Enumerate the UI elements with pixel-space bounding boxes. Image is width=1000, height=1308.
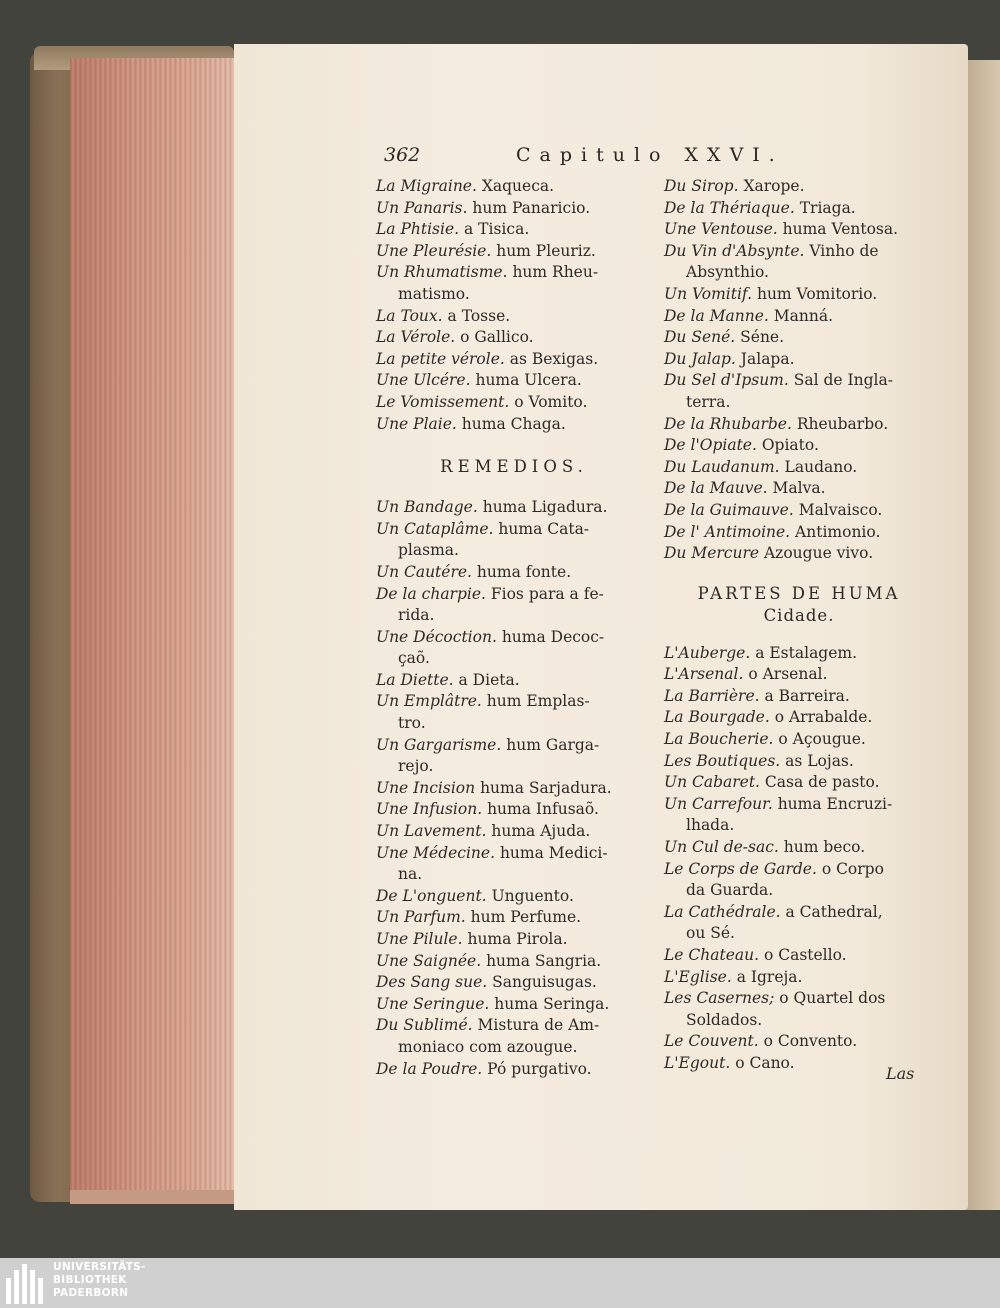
- glossary-entry: [664, 327, 934, 349]
- french-term: Le Corps de Garde.: [664, 859, 817, 878]
- running-head: Capitulo XXVI.: [516, 144, 784, 166]
- glossary-entry: [376, 414, 652, 436]
- french-term: L'Eglise.: [664, 967, 732, 986]
- french-term: Du Sel d'Ipsum.: [664, 371, 789, 390]
- logo-line: BIBLIOTHEK: [53, 1274, 127, 1286]
- french-term: Un Cul de-sac.: [664, 838, 779, 857]
- french-term: La Bourgade.: [664, 708, 770, 727]
- glossary-entry: [376, 327, 652, 349]
- glossary-entry: [664, 306, 934, 328]
- glossary-entry: [664, 859, 934, 902]
- portuguese-term: hum Garga-: [506, 735, 600, 754]
- portuguese-term: Xarope.: [743, 177, 805, 195]
- french-term: Les Boutiques.: [664, 751, 781, 770]
- glossary-entry: [376, 929, 652, 951]
- glossary-entry: [376, 584, 652, 627]
- glossary-entry: [664, 751, 934, 773]
- glossary-entry: [376, 735, 652, 778]
- portuguese-term: huma Decoc-: [501, 627, 605, 646]
- portuguese-term-continuation: matismo.: [398, 284, 470, 303]
- portuguese-term: Manná.: [773, 306, 834, 325]
- glossary-entry: [664, 241, 934, 284]
- french-term: Du Mercure: [664, 544, 760, 563]
- glossary-entry: [376, 497, 652, 519]
- portuguese-term: huma Ulcera.: [475, 371, 582, 390]
- french-term: Du Sublimé.: [376, 1016, 473, 1035]
- portuguese-term: hum beco.: [783, 838, 866, 857]
- portuguese-term: hum Emplas-: [486, 692, 590, 711]
- french-term: La Boucherie.: [664, 730, 774, 749]
- portuguese-term: o Quartel dos: [779, 989, 886, 1008]
- glossary-entry: [376, 627, 652, 670]
- glossary-entry: [664, 1031, 934, 1053]
- fore-edge-red: [70, 58, 238, 1198]
- portuguese-term: Unguento.: [491, 886, 574, 905]
- portuguese-term: Séne.: [740, 328, 785, 347]
- portuguese-term-continuation: rejo.: [398, 757, 434, 776]
- portuguese-term-continuation: lhada.: [686, 816, 735, 835]
- glossary-entry: [664, 219, 934, 241]
- french-term: De la Manne.: [664, 306, 769, 325]
- portuguese-term-continuation: çaõ.: [398, 649, 430, 668]
- glossary-entry: [376, 972, 652, 994]
- french-term: Une Plaie.: [376, 414, 457, 433]
- portuguese-term: a Igreja.: [736, 967, 803, 986]
- french-term: Une Pilule.: [376, 930, 463, 948]
- right-entries-cidade: [664, 643, 934, 1075]
- glossary-entry: [376, 262, 652, 305]
- glossary-entry: [664, 988, 934, 1031]
- french-term: Un Lavement.: [376, 822, 487, 841]
- glossary-entry: [664, 435, 934, 457]
- french-term: Les Casernes;: [664, 989, 775, 1008]
- library-logo-text: [53, 1261, 146, 1300]
- french-term: De L'onguent.: [376, 886, 487, 905]
- portuguese-term-continuation: na.: [398, 865, 423, 884]
- glossary-entry: [376, 843, 652, 886]
- french-term: Une Infusion.: [376, 800, 483, 819]
- glossary-entry: [664, 370, 934, 413]
- glossary-entry: [376, 994, 652, 1016]
- portuguese-term: Laudano.: [784, 457, 858, 476]
- portuguese-term-continuation: ou Sé.: [686, 924, 735, 943]
- french-term: De la charpie.: [376, 584, 486, 603]
- portuguese-term: huma Sangria.: [486, 951, 602, 970]
- french-term: Du Sirop.: [664, 177, 739, 195]
- portuguese-term: hum Vomitorio.: [756, 284, 878, 303]
- french-term: Une Médecine.: [376, 843, 496, 862]
- portuguese-term: o Açougue.: [778, 730, 866, 749]
- glossary-entry: [664, 457, 934, 479]
- french-term: Du Jalap.: [664, 349, 736, 368]
- portuguese-term: Malvaisco.: [798, 500, 883, 519]
- french-term: Le Couvent.: [664, 1032, 759, 1051]
- portuguese-term: a Dieta.: [458, 670, 520, 689]
- portuguese-term: hum Pleuriz.: [496, 241, 596, 260]
- glossary-entry: [664, 729, 934, 751]
- portuguese-term: o Corpo: [821, 859, 884, 878]
- glossary-entry: [664, 349, 934, 371]
- logo-line: UNIVERSITÄTS-: [53, 1261, 146, 1273]
- library-logo-icon: [6, 1262, 46, 1304]
- french-term: Une Décoction.: [376, 627, 497, 646]
- french-term: Un Cataplâme.: [376, 519, 494, 538]
- portuguese-term: Opiato.: [761, 436, 819, 455]
- french-term: Un Cautére.: [376, 562, 472, 581]
- french-term: Un Bandage.: [376, 498, 478, 517]
- portuguese-term: Antimonio.: [795, 522, 881, 541]
- french-term: Du Laudanum.: [664, 457, 780, 476]
- glossary-entry: [664, 284, 934, 306]
- french-term: Une Ulcére.: [376, 371, 471, 390]
- glossary-entry: [664, 414, 934, 436]
- catchword: Las: [886, 1064, 915, 1083]
- glossary-entry: [376, 519, 652, 562]
- french-term: Le Chateau.: [664, 946, 760, 964]
- portuguese-term: o Arsenal.: [748, 665, 828, 684]
- portuguese-term: o Gallico.: [460, 328, 534, 347]
- portuguese-term: Fios para a fe-: [490, 584, 604, 603]
- portuguese-term: hum Rheu-: [512, 263, 599, 282]
- portuguese-term: o Convento.: [763, 1032, 858, 1051]
- glossary-entry: [376, 1059, 652, 1081]
- portuguese-term: Triaga.: [799, 198, 856, 217]
- french-term: Un Carrefour.: [664, 794, 773, 813]
- glossary-entry: [664, 837, 934, 859]
- portuguese-term: a Estalagem.: [755, 643, 858, 662]
- portuguese-term: a Cathedral,: [785, 902, 883, 921]
- glossary-entry: [664, 945, 934, 967]
- french-term: Un Cabaret.: [664, 773, 760, 792]
- french-term: Du Sené.: [664, 328, 736, 347]
- french-term: L'Egout.: [664, 1053, 731, 1072]
- french-term: De la Thériaque.: [664, 198, 795, 217]
- french-term: La Cathédrale.: [664, 902, 781, 921]
- french-term: La Phtisie.: [376, 220, 460, 239]
- portuguese-term: huma Seringa.: [494, 994, 610, 1013]
- glossary-entry: [664, 772, 934, 794]
- glossary-entry: [664, 664, 934, 686]
- french-term: Un Emplâtre.: [376, 692, 482, 711]
- glossary-entry: [376, 907, 652, 929]
- portuguese-term: huma Cata-: [498, 519, 590, 538]
- french-term: Une Incision: [376, 778, 476, 797]
- portuguese-term: as Bexigas.: [509, 349, 599, 368]
- french-term: L'Arsenal.: [664, 665, 744, 684]
- glossary-entry: [376, 349, 652, 371]
- french-term: Un Parfum.: [376, 908, 466, 927]
- glossary-entry: [664, 478, 934, 500]
- glossary-entry: [376, 799, 652, 821]
- right-column: [664, 176, 934, 1075]
- left-entries-remedios: [376, 497, 652, 1080]
- portuguese-term: huma Chaga.: [461, 414, 566, 433]
- portuguese-term: huma Encruzi-: [777, 794, 893, 813]
- library-footer-bar: [0, 1258, 1000, 1308]
- french-term: Un Rhumatisme.: [376, 263, 508, 282]
- portuguese-term: Sanguisugas.: [492, 973, 597, 992]
- french-term: Une Seringue.: [376, 994, 490, 1013]
- glossary-entry: [664, 198, 934, 220]
- portuguese-term: o Vomito.: [514, 392, 588, 411]
- french-term: Un Gargarisme.: [376, 735, 502, 754]
- portuguese-term-continuation: Soldados.: [686, 1010, 763, 1029]
- glossary-entry: [376, 241, 652, 263]
- glossary-entry: [376, 198, 652, 220]
- portuguese-term: Casa de pasto.: [764, 773, 880, 792]
- portuguese-term: huma Medici-: [499, 843, 608, 862]
- portuguese-term: Xaqueca.: [481, 177, 555, 195]
- glossary-entry: [664, 902, 934, 945]
- glossary-entry: [376, 1015, 652, 1058]
- french-term: La Toux.: [376, 306, 443, 325]
- glossary-entry: [664, 794, 934, 837]
- glossary-entry: [664, 686, 934, 708]
- portuguese-term: huma Sarjadura.: [480, 778, 612, 797]
- glossary-entry: [376, 691, 652, 734]
- french-term: La Barrière.: [664, 686, 760, 705]
- portuguese-term: Sal de Ingla-: [793, 371, 893, 390]
- left-column: [376, 176, 652, 1080]
- portuguese-term: huma Infusaõ.: [487, 800, 599, 819]
- glossary-entry: [376, 670, 652, 692]
- portuguese-term: Vinho de: [809, 241, 879, 260]
- page-header: [384, 144, 804, 174]
- french-term: De l' Antimoine.: [664, 522, 791, 541]
- right-entries-top: [664, 176, 934, 565]
- portuguese-term: as Lojas.: [785, 751, 854, 770]
- french-term: De la Guimauve.: [664, 500, 794, 519]
- glossary-entry: [376, 821, 652, 843]
- portuguese-term: a Tisica.: [464, 220, 530, 239]
- french-term: De la Mauve.: [664, 479, 768, 498]
- portuguese-term: o Cano.: [735, 1053, 795, 1072]
- portuguese-term: hum Perfume.: [470, 908, 582, 927]
- portuguese-term: huma Ligadura.: [482, 498, 608, 517]
- french-term: Une Saignée.: [376, 951, 482, 970]
- french-term: La Diette.: [376, 670, 454, 689]
- glossary-entry: [664, 643, 934, 665]
- french-term: La Migraine.: [376, 177, 477, 195]
- page-number: 362: [384, 144, 421, 166]
- logo-line: PADERBORN: [53, 1287, 129, 1299]
- portuguese-term: huma fonte.: [476, 562, 572, 581]
- portuguese-term-continuation: moniaco com azougue.: [398, 1037, 578, 1056]
- french-term: De la Poudre.: [376, 1059, 483, 1078]
- section-heading-cidade: [664, 583, 934, 627]
- portuguese-term-continuation: terra.: [686, 392, 731, 411]
- section-subheading: Cidade.: [763, 605, 835, 625]
- section-heading-remedios: REMEDIOS.: [440, 457, 588, 477]
- french-term: Le Vomissement.: [376, 392, 510, 411]
- french-term: L'Auberge.: [664, 643, 751, 662]
- portuguese-term-continuation: tro.: [398, 714, 426, 733]
- portuguese-term: hum Panaricio.: [472, 198, 591, 217]
- french-term: Des Sang sue.: [376, 973, 488, 992]
- portuguese-term-continuation: da Guarda.: [686, 881, 774, 900]
- french-term: Un Vomitif.: [664, 284, 753, 303]
- glossary-entry: [376, 219, 652, 241]
- portuguese-term: a Tosse.: [447, 306, 511, 325]
- french-term: Une Pleurésie.: [376, 241, 492, 260]
- portuguese-term: Malva.: [772, 479, 826, 498]
- left-entries-top: [376, 176, 652, 435]
- portuguese-term: huma Pirola.: [467, 930, 568, 948]
- portuguese-term: Mistura de Am-: [477, 1016, 600, 1035]
- portuguese-term: o Arrabalde.: [774, 708, 873, 727]
- glossary-entry: [664, 500, 934, 522]
- fore-edge-bottom: [70, 1190, 240, 1204]
- portuguese-term-continuation: Absynthio.: [686, 263, 769, 282]
- glossary-entry: [664, 543, 934, 565]
- french-term: La Vérole.: [376, 328, 456, 347]
- portuguese-term: Rheubarbo.: [796, 414, 889, 433]
- portuguese-term: huma Ajuda.: [491, 822, 591, 841]
- french-term: De la Rhubarbe.: [664, 414, 792, 433]
- glossary-entry: [376, 778, 652, 800]
- portuguese-term: Azougue vivo.: [763, 544, 874, 563]
- glossary-entry: [376, 176, 652, 198]
- glossary-entry: [376, 392, 652, 414]
- portuguese-term-continuation: plasma.: [398, 541, 459, 560]
- french-term: Un Panaris.: [376, 198, 468, 217]
- french-term: Du Vin d'Absynte.: [664, 241, 805, 260]
- glossary-entry: [376, 562, 652, 584]
- portuguese-term-continuation: rida.: [398, 606, 435, 625]
- portuguese-term: o Castello.: [763, 946, 847, 964]
- portuguese-term: Jalapa.: [740, 349, 795, 368]
- glossary-entry: [664, 176, 934, 198]
- glossary-entry: [664, 707, 934, 729]
- section-heading-partes: PARTES DE HUMA: [697, 583, 901, 603]
- glossary-entry: [376, 370, 652, 392]
- portuguese-term: a Barreira.: [764, 686, 850, 705]
- glossary-entry: [376, 886, 652, 908]
- glossary-entry: [376, 306, 652, 328]
- glossary-entry: [664, 522, 934, 544]
- glossary-entry: [664, 967, 934, 989]
- portuguese-term: Pó purgativo.: [487, 1059, 592, 1078]
- french-term: La petite vérole.: [376, 349, 505, 368]
- glossary-entry: [376, 951, 652, 973]
- french-term: Une Ventouse.: [664, 220, 778, 239]
- french-term: De l'Opiate.: [664, 436, 757, 455]
- portuguese-term: huma Ventosa.: [782, 220, 899, 239]
